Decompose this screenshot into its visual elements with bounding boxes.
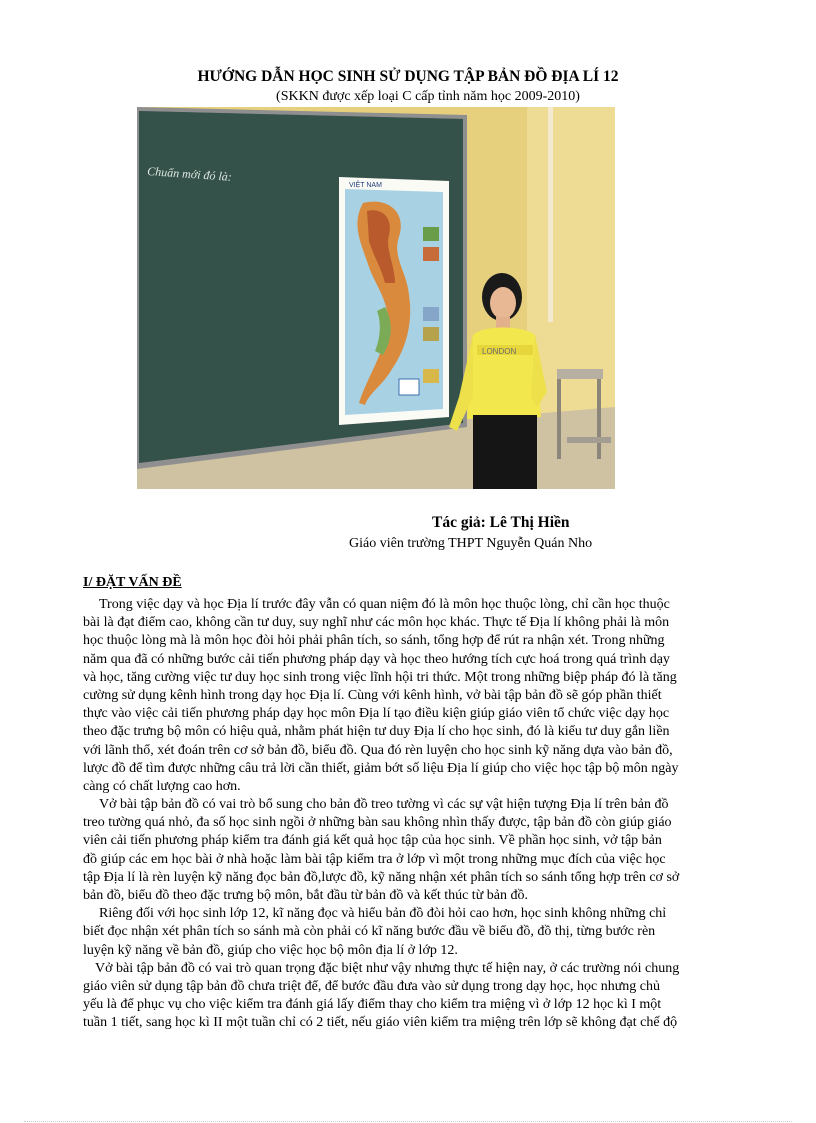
body-line: Vở bài tập bản đồ có vai trò bổ sung cho bản đồ treo tường vì các sự vật hiện tượng Địa lí trên bản đồ xyxy=(99,797,669,813)
body-line: càng có chất lượng cao hơn. xyxy=(83,778,241,794)
body-line: treo tường quá nhỏ, đa số học sinh ngồi ở những bàn sau không nhìn thấy được, tập bản đồ còn giúp giáo xyxy=(83,815,672,831)
document-title: HƯỚNG DẪN HỌC SINH SỬ DỤNG TẬP BẢN ĐỒ ĐỊA LÍ 12 xyxy=(197,68,619,85)
body-line: yếu là để phục vụ cho việc kiểm tra đánh giá lấy điểm thay cho kiểm tra miệng vì ở lớp 12 học kì I một xyxy=(83,997,662,1013)
board-caption: Chuẩn mới đó là: xyxy=(146,164,233,184)
body-line: học thuộc lòng mà là môn học đòi hỏi phải phân tích, so sánh, tổng hợp để rút ra nhận xét. Trong những xyxy=(83,633,665,649)
document-subtitle: (SKKN được xếp loại C cấp tỉnh năm học 2009-2010) xyxy=(276,89,580,104)
body-line: với lãnh thổ, xét đoán trên cơ sở bản đồ, biểu đồ. Qua đó rèn luyện cho học sinh kỹ năng dựa vào bản đồ, xyxy=(83,742,673,758)
body-text xyxy=(83,596,773,1033)
body-line: luyện kỹ năng về bản đồ, giúp cho việc học bộ môn địa lí ở lớp 12. xyxy=(83,942,458,958)
map-label: VIỆT NAM xyxy=(349,182,382,189)
author-name: Tác giả: Lê Thị Hiền xyxy=(432,514,570,531)
body-line: viên cải tiến phương pháp kiểm tra đánh giá kết quả học tập của học sinh. Về phần học sinh, vở tập bản xyxy=(83,833,662,849)
body-line: Riêng đối với học sinh lớp 12, kĩ năng đọc và hiểu bản đồ đòi hỏi cao hơn, học sinh không những chỉ xyxy=(99,906,667,922)
body-line: tập Địa lí là rèn luyện kỹ năng đọc bản đồ,lược đồ, kỹ năng nhận xét phân tích so sánh tổng hợp trên cơ sở xyxy=(83,869,680,885)
body-line: năm qua đã có những bước cải tiến phương pháp dạy và học theo hướng tích cực hoá trong quá trình dạy xyxy=(83,651,670,667)
body-line: Trong việc dạy và học Địa lí trước đây vẫn có quan niệm đó là môn học thuộc lòng, chỉ cần học thuộc xyxy=(99,597,670,612)
classroom-photo xyxy=(137,107,615,489)
body-line: biết đọc nhận xét phân tích so sánh mà còn phải có kĩ năng bước đầu về biểu đồ, đồ thị, từng bước rèn xyxy=(83,924,656,940)
body-line: đồ giúp các em học bài ở nhà hoặc làm bài tập kiểm tra ở lớp vì một trong những mục đích của việc học xyxy=(83,851,666,867)
body-line: bài là đạt điểm cao, không cần tư duy, suy nghĩ như các môn học khác. Thực tế Địa lí không phải là môn xyxy=(83,615,670,631)
body-line: lược đồ để tìm được những câu trả lời cần thiết, giảm bớt số liệu Địa lí giúp cho việc học tập bộ môn ngày xyxy=(83,760,679,776)
body-line: Vở bài tập bản đồ có vai trò quan trọng đặc biệt như vậy nhưng thực tế hiện nay, ở các trường nói chung xyxy=(95,960,680,976)
page-footer-rule xyxy=(24,1121,792,1122)
body-line: và học, tăng cường việc tư duy học sinh trong việc lĩnh hội tri thức. Một trong những biệp pháp đó là tăng xyxy=(83,669,677,685)
shirt-text: LONDON xyxy=(482,347,517,356)
body-line: giáo viên sử dụng tập bản đồ chưa triệt để, để bước đầu đưa vào sử dụng trong dạy học, học nhưng chủ xyxy=(83,978,661,994)
section-heading: I/ ĐẶT VẤN ĐỀ xyxy=(83,575,182,590)
body-line: thực vào việc cải tiến phương pháp dạy học môn Địa lí tạo điều kiện giúp giáo viên tổ chức việc dạy học xyxy=(83,706,670,722)
body-line: bản đồ, biểu đồ theo đặc trưng bộ môn, bắt đầu từ bản đồ và kết thúc từ bản đồ. xyxy=(83,888,528,903)
body-line: tuần 1 tiết, sang học kì II một tuần chỉ có 2 tiết, nếu giáo viên kiểm tra miệng trên lớp sẽ không đạt chế độ xyxy=(83,1015,678,1031)
body-line: cường sử dụng kênh hình trong dạy học Địa lí. Cùng với kênh hình, vở bài tập bản đồ sẽ góp phần thiết xyxy=(83,687,662,703)
vietnam-map-poster xyxy=(339,177,449,425)
body-line: theo đặc trưng bộ môn có hiệu quả, nhằm phát hiện tư duy Địa lí cho học sinh, đó là kiểu tư duy gắn liền xyxy=(83,724,670,740)
author-affiliation: Giáo viên trường THPT Nguyễn Quán Nho xyxy=(349,536,593,551)
